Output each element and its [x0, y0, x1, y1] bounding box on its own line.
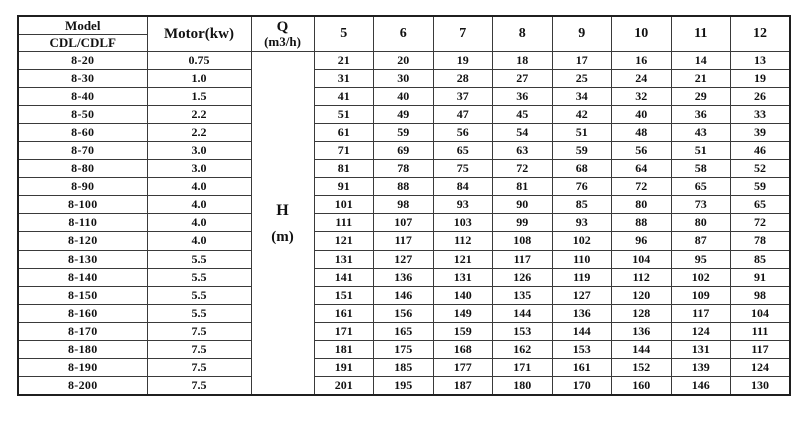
head-value-cell: 177: [433, 358, 493, 376]
head-unit-label: (m): [271, 228, 294, 245]
head-value-cell: 41: [314, 88, 374, 106]
head-value-cell: 80: [671, 214, 731, 232]
head-value-cell: 65: [731, 196, 791, 214]
head-value-cell: 32: [612, 88, 672, 106]
motor-power-cell: 7.5: [147, 322, 251, 340]
head-value-cell: 85: [552, 196, 612, 214]
head-value-cell: 48: [612, 124, 672, 142]
head-value-cell: 54: [493, 124, 553, 142]
head-value-cell: 81: [314, 160, 374, 178]
head-value-cell: 81: [493, 178, 553, 196]
model-cell: 8-140: [18, 268, 147, 286]
spec-row: [18, 268, 790, 286]
head-value-cell: 112: [433, 232, 493, 250]
head-value-cell: 104: [612, 250, 672, 268]
head-value-cell: 91: [314, 178, 374, 196]
head-value-cell: 153: [552, 340, 612, 358]
head-value-cell: 168: [433, 340, 493, 358]
head-value-cell: 71: [314, 142, 374, 160]
model-cell: 8-100: [18, 196, 147, 214]
head-value-cell: 175: [374, 340, 434, 358]
head-value-cell: 127: [374, 250, 434, 268]
head-value-cell: 130: [731, 376, 791, 395]
head-value-cell: 88: [374, 178, 434, 196]
head-value-cell: 33: [731, 106, 791, 124]
spec-row: [18, 286, 790, 304]
head-value-cell: 16: [612, 52, 672, 70]
head-value-cell: 102: [671, 268, 731, 286]
head-value-cell: 201: [314, 376, 374, 395]
head-value-cell: 131: [314, 250, 374, 268]
motor-power-cell: 5.5: [147, 250, 251, 268]
head-value-cell: 37: [433, 88, 493, 106]
head-value-cell: 195: [374, 376, 434, 395]
head-value-cell: 121: [433, 250, 493, 268]
head-value-cell: 98: [731, 286, 791, 304]
head-value-cell: 72: [493, 160, 553, 178]
head-value-cell: 14: [671, 52, 731, 70]
head-value-cell: 80: [612, 196, 672, 214]
head-value-cell: 144: [612, 340, 672, 358]
model-cell: 8-180: [18, 340, 147, 358]
motor-power-cell: 7.5: [147, 376, 251, 395]
head-value-cell: 93: [433, 196, 493, 214]
model-cell: 8-130: [18, 250, 147, 268]
head-value-cell: 151: [314, 286, 374, 304]
head-value-cell: 78: [374, 160, 434, 178]
head-value-cell: 40: [374, 88, 434, 106]
head-value-cell: 56: [612, 142, 672, 160]
motor-column-header: Motor(kw): [147, 16, 251, 52]
head-value-cell: 51: [314, 106, 374, 124]
head-value-cell: 187: [433, 376, 493, 395]
head-value-cell: 111: [314, 214, 374, 232]
head-value-cell: 63: [493, 142, 553, 160]
head-value-cell: 39: [731, 124, 791, 142]
head-value-cell: 135: [493, 286, 553, 304]
head-value-cell: 96: [612, 232, 672, 250]
head-value-cell: 124: [671, 322, 731, 340]
motor-power-cell: 4.0: [147, 178, 251, 196]
head-value-cell: 112: [612, 268, 672, 286]
head-value-cell: 65: [433, 142, 493, 160]
head-value-cell: 120: [612, 286, 672, 304]
head-value-cell: 36: [671, 106, 731, 124]
head-value-cell: 51: [552, 124, 612, 142]
head-value-cell: 84: [433, 178, 493, 196]
head-value-cell: 103: [433, 214, 493, 232]
head-value-cell: 127: [552, 286, 612, 304]
flow-value-header: 11: [671, 16, 731, 52]
head-value-cell: 146: [671, 376, 731, 395]
head-value-cell: 73: [671, 196, 731, 214]
head-value-cell: 21: [671, 70, 731, 88]
head-value-cell: 136: [552, 304, 612, 322]
head-value-cell: 136: [612, 322, 672, 340]
motor-power-cell: 5.5: [147, 304, 251, 322]
head-value-cell: 101: [314, 196, 374, 214]
flow-value-header: 6: [374, 16, 434, 52]
head-value-cell: 165: [374, 322, 434, 340]
motor-power-cell: 3.0: [147, 160, 251, 178]
head-value-cell: 117: [374, 232, 434, 250]
head-value-cell: 90: [493, 196, 553, 214]
motor-power-cell: 4.0: [147, 196, 251, 214]
head-value-cell: 28: [433, 70, 493, 88]
head-value-cell: 72: [612, 178, 672, 196]
model-cell: 8-50: [18, 106, 147, 124]
flow-value-header: 12: [731, 16, 791, 52]
head-value-cell: 161: [314, 304, 374, 322]
model-cell: 8-80: [18, 160, 147, 178]
spec-row: [18, 304, 790, 322]
spec-row: [18, 106, 790, 124]
model-cell: 8-60: [18, 124, 147, 142]
head-value-cell: 146: [374, 286, 434, 304]
flow-value-header: 10: [612, 16, 672, 52]
head-value-cell: 75: [433, 160, 493, 178]
head-value-cell: 72: [731, 214, 791, 232]
head-value-cell: 88: [612, 214, 672, 232]
head-value-cell: 141: [314, 268, 374, 286]
head-value-cell: 144: [552, 322, 612, 340]
flow-value-header: 9: [552, 16, 612, 52]
head-value-cell: 180: [493, 376, 553, 395]
head-value-cell: 136: [374, 268, 434, 286]
head-value-cell: 20: [374, 52, 434, 70]
head-value-cell: 131: [433, 268, 493, 286]
head-value-cell: 76: [552, 178, 612, 196]
head-value-cell: 159: [433, 322, 493, 340]
head-value-cell: 27: [493, 70, 553, 88]
spec-row: [18, 376, 790, 395]
head-value-cell: 64: [612, 160, 672, 178]
head-value-cell: 68: [552, 160, 612, 178]
head-value-cell: 43: [671, 124, 731, 142]
spec-row: [18, 214, 790, 232]
model-cell: 8-160: [18, 304, 147, 322]
head-value-cell: 99: [493, 214, 553, 232]
motor-power-cell: 1.0: [147, 70, 251, 88]
head-value-cell: 110: [552, 250, 612, 268]
spec-row: [18, 88, 790, 106]
head-value-cell: 170: [552, 376, 612, 395]
spec-row: [18, 70, 790, 88]
head-value-cell: 181: [314, 340, 374, 358]
head-value-cell: 191: [314, 358, 374, 376]
head-value-cell: 131: [671, 340, 731, 358]
motor-power-cell: 7.5: [147, 340, 251, 358]
head-value-cell: 36: [493, 88, 553, 106]
model-cell: 8-120: [18, 232, 147, 250]
motor-power-cell: 7.5: [147, 358, 251, 376]
head-unit-merged-cell: [251, 52, 314, 396]
spec-row: [18, 322, 790, 340]
head-value-cell: 21: [314, 52, 374, 70]
model-cell: 8-70: [18, 142, 147, 160]
model-cell: 8-190: [18, 358, 147, 376]
head-value-cell: 102: [552, 232, 612, 250]
model-cell: 8-200: [18, 376, 147, 395]
head-value-cell: 17: [552, 52, 612, 70]
head-value-cell: 139: [671, 358, 731, 376]
head-value-cell: 69: [374, 142, 434, 160]
spec-row: [18, 178, 790, 196]
model-cell: 8-150: [18, 286, 147, 304]
model-cell: 8-30: [18, 70, 147, 88]
head-value-cell: 49: [374, 106, 434, 124]
head-value-cell: 52: [731, 160, 791, 178]
motor-power-cell: 5.5: [147, 286, 251, 304]
model-header-label: Model: [19, 17, 147, 35]
motor-power-cell: 1.5: [147, 88, 251, 106]
head-value-cell: 46: [731, 142, 791, 160]
head-value-cell: 87: [671, 232, 731, 250]
head-value-cell: 161: [552, 358, 612, 376]
head-value-cell: 185: [374, 358, 434, 376]
head-value-cell: 144: [493, 304, 553, 322]
head-value-cell: 42: [552, 106, 612, 124]
spec-row: [18, 196, 790, 214]
spec-row: [18, 160, 790, 178]
head-value-cell: 58: [671, 160, 731, 178]
flow-column-header: [251, 16, 314, 52]
head-value-cell: 34: [552, 88, 612, 106]
spec-row: [18, 232, 790, 250]
motor-power-cell: 2.2: [147, 124, 251, 142]
model-column-header: [18, 16, 147, 52]
spec-row: [18, 250, 790, 268]
head-value-cell: 160: [612, 376, 672, 395]
head-value-cell: 26: [731, 88, 791, 106]
flow-unit-label: (m3/h): [264, 34, 301, 49]
motor-power-cell: 2.2: [147, 106, 251, 124]
head-value-cell: 107: [374, 214, 434, 232]
head-value-cell: 19: [731, 70, 791, 88]
head-value-cell: 117: [671, 304, 731, 322]
head-value-cell: 91: [731, 268, 791, 286]
motor-power-cell: 4.0: [147, 232, 251, 250]
spec-row: [18, 142, 790, 160]
spec-row: [18, 124, 790, 142]
head-value-cell: 51: [671, 142, 731, 160]
motor-power-cell: 4.0: [147, 214, 251, 232]
model-cell: 8-90: [18, 178, 147, 196]
head-value-cell: 47: [433, 106, 493, 124]
head-value-cell: 162: [493, 340, 553, 358]
head-value-cell: 13: [731, 52, 791, 70]
flow-value-header: 7: [433, 16, 493, 52]
head-value-cell: 128: [612, 304, 672, 322]
pump-spec-table: [17, 15, 791, 396]
head-value-cell: 40: [612, 106, 672, 124]
head-symbol-label: H: [276, 201, 289, 219]
head-value-cell: 59: [731, 178, 791, 196]
head-value-cell: 126: [493, 268, 553, 286]
head-value-cell: 104: [731, 304, 791, 322]
head-value-cell: 85: [731, 250, 791, 268]
flow-value-header: 5: [314, 16, 374, 52]
head-value-cell: 61: [314, 124, 374, 142]
model-cell: 8-40: [18, 88, 147, 106]
head-value-cell: 117: [731, 340, 791, 358]
head-value-cell: 152: [612, 358, 672, 376]
head-value-cell: 111: [731, 322, 791, 340]
model-series-label: CDL/CDLF: [49, 35, 116, 50]
spec-row: [18, 340, 790, 358]
head-value-cell: 153: [493, 322, 553, 340]
head-value-cell: 109: [671, 286, 731, 304]
header-row: [18, 16, 790, 52]
head-value-cell: 98: [374, 196, 434, 214]
head-value-cell: 29: [671, 88, 731, 106]
motor-power-cell: 0.75: [147, 52, 251, 70]
head-value-cell: 117: [493, 250, 553, 268]
head-value-cell: 59: [552, 142, 612, 160]
head-value-cell: 140: [433, 286, 493, 304]
head-value-cell: 59: [374, 124, 434, 142]
head-value-cell: 19: [433, 52, 493, 70]
spec-row: [18, 52, 790, 70]
head-value-cell: 93: [552, 214, 612, 232]
model-cell: 8-170: [18, 322, 147, 340]
head-value-cell: 56: [433, 124, 493, 142]
flow-symbol-label: Q: [276, 19, 289, 35]
table-body: [18, 52, 790, 396]
head-value-cell: 121: [314, 232, 374, 250]
head-value-cell: 30: [374, 70, 434, 88]
motor-power-cell: 3.0: [147, 142, 251, 160]
head-value-cell: 18: [493, 52, 553, 70]
head-value-cell: 24: [612, 70, 672, 88]
head-value-cell: 78: [731, 232, 791, 250]
head-value-cell: 95: [671, 250, 731, 268]
head-value-cell: 108: [493, 232, 553, 250]
head-value-cell: 45: [493, 106, 553, 124]
model-cell: 8-20: [18, 52, 147, 70]
head-value-cell: 31: [314, 70, 374, 88]
head-value-cell: 156: [374, 304, 434, 322]
head-value-cell: 171: [314, 322, 374, 340]
head-value-cell: 25: [552, 70, 612, 88]
head-value-cell: 119: [552, 268, 612, 286]
flow-value-header: 8: [493, 16, 553, 52]
head-value-cell: 171: [493, 358, 553, 376]
spec-row: [18, 358, 790, 376]
head-value-cell: 124: [731, 358, 791, 376]
model-cell: 8-110: [18, 214, 147, 232]
head-value-cell: 65: [671, 178, 731, 196]
motor-power-cell: 5.5: [147, 268, 251, 286]
head-value-cell: 149: [433, 304, 493, 322]
